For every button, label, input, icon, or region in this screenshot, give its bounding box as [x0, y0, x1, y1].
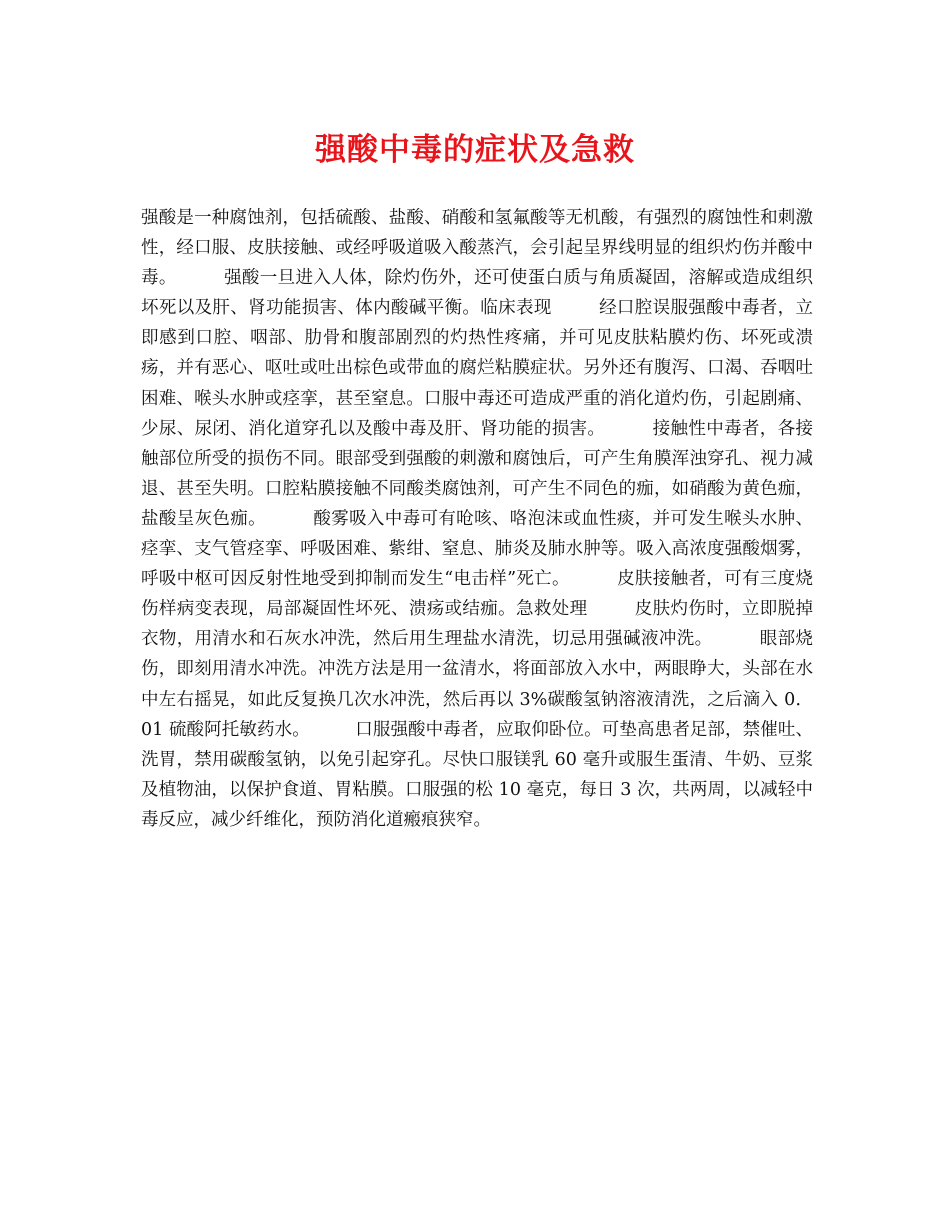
body-paragraph: 强酸是一种腐蚀剂，包括硫酸、盐酸、硝酸和氢氟酸等无机酸，有强烈的腐蚀性和刺激性，经口服、皮肤接触、或经呼吸道吸入酸蒸汽，会引起呈界线明显的组织灼伤并酸中毒。 强酸一旦进入人体，除灼伤外，还可使蛋白质与角质凝固，溶解或造成组织坏死以及肝、肾功能损害、体内酸碱平衡。临床表现 经口腔误服强酸中毒者，立即感到口腔、咽部、肋骨和腹部剧烈的灼热性疼痛，并可见皮肤粘膜灼伤、坏死或溃疡，并有恶心、呕吐或吐出棕色或带血的腐烂粘膜症状。另外还有腹泻、口渴、吞咽吐困难、喉头水肿或痉挛，甚至窒息。口服中毒还可造成严重的消化道灼伤，引起剧痛、少尿、尿闭、消化道穿孔以及酸中毒及肝、肾功能的损害。 接触性中毒者，各接触部位所受的损伤不同。眼部受到强酸的刺激和腐蚀后，可产生角膜浑浊穿孔、视力减退、甚至失明。口腔粘膜接触不同酸类腐蚀剂，可产生不同色的痂，如硝酸为黄色痂，盐酸呈灰色痂。 酸雾吸入中毒可有呛咳、咯泡沫或血性痰，并可发生喉头水肿、痉挛、支气管痉挛、呼吸困难、紫绀、窒息、肺炎及肺水肿等。吸入高浓度强酸烟雾，呼吸中枢可因反射性地受到抑制而发生“电击样”死亡。 皮肤接触者，可有三度烧伤样病变表现，局部凝固性坏死、溃疡或结痂。急救处理 皮肤灼伤时，立即脱掉衣物，用清水和石灰水冲洗，然后用生理盐水清洗，切忌用强碱液冲洗。 眼部烧伤，即刻用清水冲洗。冲洗方法是用一盆清水，将面部放入水中，两眼睁大，头部在水中左右摇晃，如此反复换几次水冲洗，然后再以 3%碳酸氢钠溶液清洗，之后滴入 0．01 硫酸阿托敏药水。 口服强酸中毒者，应取仰卧位。可垫高患者足部，禁催吐、洗胃，禁用碳酸氢钠，以免引起穿孔。尽快口服镁乳 60 毫升或服生蛋清、牛奶、豆浆及植物油，以保护食道、胃粘膜。口服强的松 10 毫克，每日 3 次，共两周，以减轻中毒反应，减少纤维化，预防消化道瘢痕狭窄。: [141, 208, 813, 830]
page-title: 强酸中毒的症状及急救: [315, 132, 635, 168]
document-body: [141, 203, 813, 835]
